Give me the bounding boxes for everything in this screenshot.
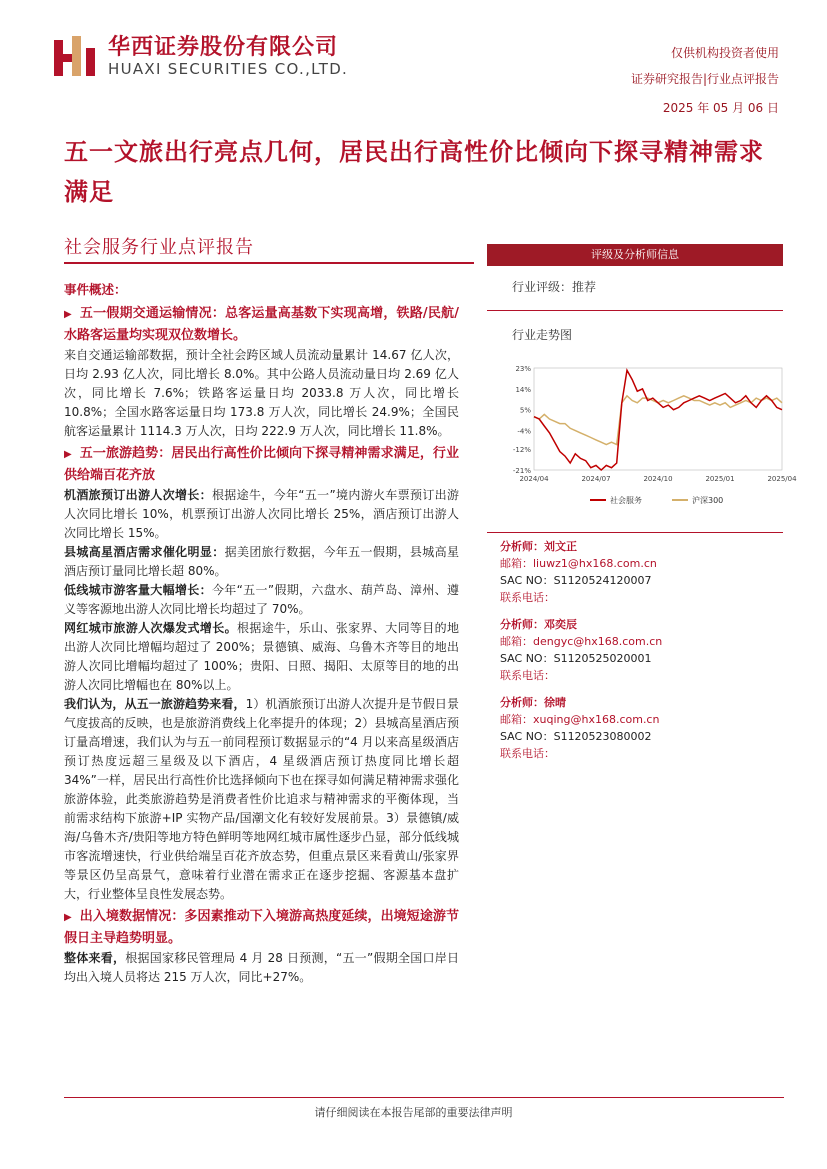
sidebar-divider	[487, 532, 783, 533]
x-tick-label: 2024/07	[581, 475, 611, 483]
analyst-block	[500, 616, 790, 684]
footer-disclaimer: 请仔细阅读在本报告尾部的重要法律声明	[314, 1106, 513, 1119]
event-heading: 事件概述：	[64, 282, 127, 297]
report-category: 证券研究报告|行业点评报告	[630, 72, 779, 86]
bullet-trend: ▶ 五一旅游趋势：居民出行高性价比倾向下探寻精神需求满足，行业供给端百花齐放	[64, 446, 459, 483]
x-tick-label: 2024/10	[643, 475, 673, 483]
title-divider	[64, 262, 474, 264]
booking-paragraph: 机酒旅预订出游人次增长：根据途牛，今年“五一”境内游火车票预订出游人次同比增长 10%，机票预订出游人次同比增长 25%，酒店预订出游人次同比增长 15%。	[64, 488, 459, 540]
bullet-triangle-icon: ▶	[64, 449, 72, 460]
border-paragraph: 整体来看，根据国家移民管理局 4 月 28 日预测，“五一”假期全国口岸日均出入境人员将达 215 万人次，同比+27%。	[64, 951, 459, 984]
series-line-social-services	[534, 370, 782, 470]
analyst-block	[500, 538, 790, 606]
bullet-triangle-icon: ▶	[64, 912, 72, 923]
analyst-email[interactable]: 邮箱：dengyc@hx168.com.cn	[500, 635, 663, 648]
report-date: 2025 年 05 月 06 日	[662, 101, 779, 115]
audience-note: 仅供机构投资者使用	[670, 46, 779, 60]
x-tick-label: 2025/04	[767, 475, 797, 483]
x-tick-label: 2025/01	[705, 475, 735, 483]
company-name-cn: 华西证券股份有限公司	[108, 35, 339, 60]
y-tick-label: 14%	[515, 385, 531, 394]
bullet-border: ▶ 出入境数据情况：多因素推动下入境游高热度延续，出境短途游节假日主导趋势明显。	[64, 909, 459, 946]
bullet-triangle-icon: ▶	[64, 309, 72, 320]
analyst-block	[500, 694, 790, 762]
report-body	[64, 280, 459, 987]
analyst-email[interactable]: 邮箱：xuqing@hx168.com.cn	[500, 713, 660, 726]
y-tick-label: -4%	[517, 427, 531, 436]
industry-trend-chart	[506, 360, 797, 510]
analyst-phone: 联系电话：	[500, 591, 555, 604]
company-logo-icon	[52, 34, 98, 80]
county-hotel-paragraph: 县城高星酒店需求催化明显：据美团旅行数据，今年五一假期，县城高星酒店预订量同比增长超 80%。	[64, 545, 459, 578]
y-tick-label: 23%	[515, 365, 531, 373]
analyst-sac: SAC NO：S1120525020001	[500, 652, 652, 665]
analyst-sac: SAC NO：S1120523080002	[500, 730, 652, 743]
analyst-email[interactable]: 邮箱：liuwz1@hx168.com.cn	[500, 557, 657, 570]
analyst-phone: 联系电话：	[500, 669, 555, 682]
y-tick-label: -21%	[512, 467, 531, 475]
transport-paragraph: 来自交通运输部数据，预计全社会跨区域人员流动量累计 14.67 亿人次，日均 2.93 亿人次，同比增长 8.0%。其中公路人员流动量日均 2.69 亿人次，同比增长 7.6%；铁路客运量日均 2033.8 万人次，同比增长 10.8%；全国水路客运量日均 173.8 万人次，同比增长 24.9%；全国民航客运量累计 1114.3 万人次，日均 222.9 万人次，同比增长 11.8%。	[64, 348, 459, 438]
x-tick-label: 2024/04	[519, 475, 549, 483]
report-title: 五一文旅出行亮点几何，居民出行高性价比倾向下探寻精神需求满足	[64, 138, 764, 206]
bullet-transport: ▶ 五一假期交通运输情况：总客运量高基数下实现高增，铁路/民航/水路客运量均实现双位数增长。	[64, 306, 459, 343]
analyst-name: 分析师：邓奕辰	[500, 618, 577, 631]
footer-divider	[64, 1097, 784, 1098]
sidebar-divider	[487, 310, 783, 311]
sidebar-header: 评级及分析师信息	[487, 244, 783, 266]
trend-chart-label: 行业走势图	[512, 328, 573, 342]
opinion-paragraph: 我们认为，从五一旅游趋势来看，1）机酒旅预订出游人次提升是节假日景气度拔高的反映，也是旅游消费线上化率提升的体现；2）县城高星酒店预订量高增速，我们认为与五一前同程预订数据显示的“4 月以来高星级酒店预订热度远超三星级及以下酒店，4 星级酒店预订热度同比增长超 34%”一样，居民出行高性价比选择倾向下也在探寻如何满足精神需求强化旅游体验，此类旅游趋势是消费者性价比追求与精神需求的平衡体现，当前需求结构下旅游+IP 实物产品/国潮文化有较好发展前景。3）景德镇/威海/乌鲁木齐/贵阳等地方特色鲜明等地网红城市属性逐步凸显，部分低线城市客流增速快，行业供给端呈百花齐放态势，但重点景区来看黄山/张家界等景区仍呈高景气，意味着行业潜在需求正在逐步挖掘、客源基本盘扩大，行业整体呈良性发展态势。	[64, 697, 459, 901]
low-tier-paragraph: 低线城市游客量大幅增长：今年“五一”假期，六盘水、葫芦岛、漳州、遵义等客源地出游人次同比增长均超过了 70%。	[64, 583, 459, 616]
analyst-sac: SAC NO：S1120524120007	[500, 574, 652, 587]
internet-city-paragraph: 网红城市旅游人次爆发式增长。根据途牛，乐山、张家界、大同等目的地出游人次同比增幅均超过了 200%；景德镇、威海、乌鲁木齐等目的地出游人次同比增幅均超过了 100%；贵阳、日照、揭阳、太原等目的地的出游人次同比增幅也在 80%以上。	[64, 621, 459, 692]
industry-rating: 行业评级：推荐	[512, 280, 597, 294]
analyst-name: 分析师：刘文正	[500, 540, 577, 553]
legend-label: 社会服务	[610, 496, 642, 505]
plot-frame	[534, 368, 782, 470]
legend-label: 沪深300	[692, 496, 724, 505]
y-tick-label: -12%	[512, 446, 531, 455]
y-tick-label: 5%	[519, 406, 531, 415]
company-name-en: HUAXI SECURITIES CO.,LTD.	[108, 60, 349, 78]
report-subtitle: 社会服务行业点评报告	[64, 237, 254, 258]
analyst-phone: 联系电话：	[500, 747, 555, 760]
analyst-name: 分析师：徐晴	[500, 696, 566, 709]
